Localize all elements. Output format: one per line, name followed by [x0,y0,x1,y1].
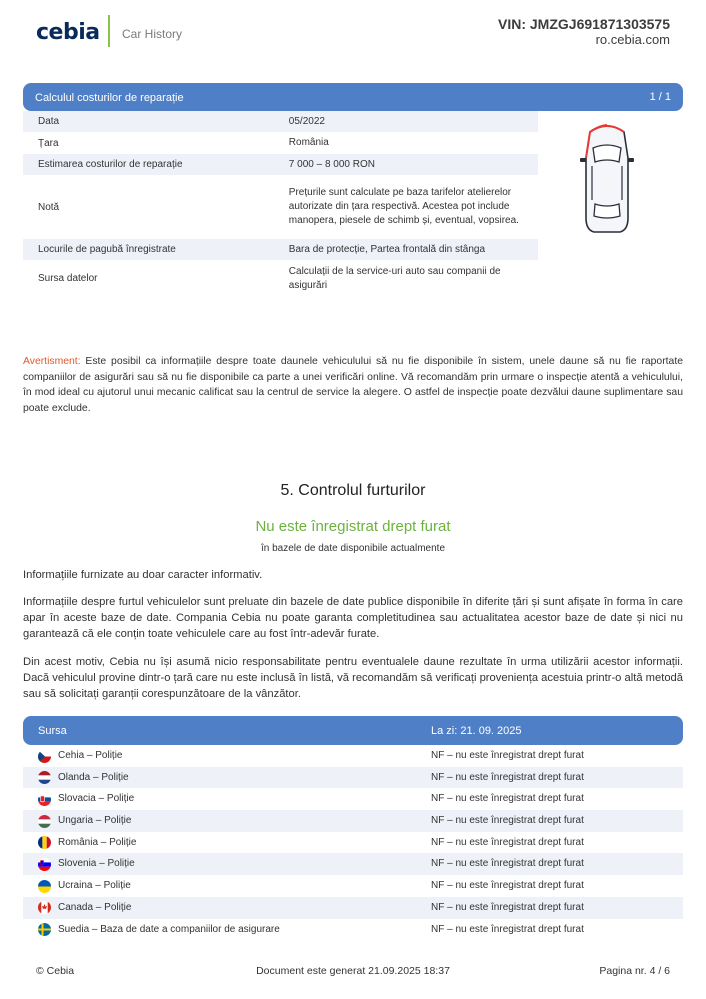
ua-flag-icon [38,880,51,893]
info-value: 05/2022 [288,115,325,127]
info-key: Data [38,116,60,127]
info-value: România [288,137,329,148]
ro-flag-icon [38,836,51,849]
source-name: Cehia – Poliție [58,750,123,761]
se-flag-icon [38,923,51,936]
info-key: Țara [38,137,59,149]
source-result: NF – nu este înregistrat drept furat [431,901,584,913]
table-row [23,919,683,941]
info-paragraph: Din acest motiv, Cebia nu își asumă nicio responsabilitate pentru eventualele daune rezultate în urma utilizării acestor informații. Dacă vehiculul provine dintr-o țară care nu este inclusă în listă, vă recomandăm să verificați proveniența acestuia printr-o altă metodă sau să solicitați garanții corespunzătoare de la vânzător. [23,656,683,700]
table-row [23,788,683,810]
table-row [23,767,683,789]
column-source: Sursa [38,725,67,737]
info-row [23,239,538,260]
footer-generated: Document este generat 21.09.2025 18:37 [256,965,450,977]
source-name: Ungaria – Poliție [58,815,132,827]
table-row [23,810,683,832]
nl-flag-icon [38,771,51,784]
repair-panel-title: Calculul costurilor de reparație [35,92,184,104]
info-row [23,154,538,175]
repair-info-table [23,111,538,297]
table-row [23,897,683,919]
sources-table [23,745,683,940]
info-key: Sursa datelor [38,273,98,284]
sources-table-header [23,716,683,745]
hu-flag-icon [38,815,51,828]
info-value: Prețurile sunt calculate pe baza tarifelor atelierelor autorizate din țara respectivă. Acestea pot include manopera, piesele de schimb și, eventual, vopsirea. [288,187,519,226]
info-key: Notă [38,201,60,213]
info-value: Bara de protecție, Partea frontală din stânga [288,243,486,255]
info-paragraph: Informațiile furnizate au doar caracter informativ. [23,569,263,581]
source-result: NF – nu este înregistrat drept furat [431,793,584,805]
repair-panel-page: 1 / 1 [649,91,671,103]
info-row [23,132,538,154]
cebia-logo: cebia [36,20,100,45]
info-key: Estimarea costurilor de reparație [38,159,183,170]
site-url: ro.cebia.com [595,32,670,47]
si-flag-icon [38,858,51,871]
table-row [23,745,683,767]
source-result: NF – nu este înregistrat drept furat [431,750,584,761]
info-key: Locurile de pagubă înregistrate [38,244,176,255]
footer-copyright: © Cebia [36,965,75,977]
source-name: Slovenia – Poliție [58,858,135,870]
source-result: NF – nu este înregistrat drept furat [431,815,584,827]
info-row [23,260,538,297]
table-row [23,875,683,897]
section-title: 5. Controlul furturilor [280,482,426,499]
cz-flag-icon [38,750,51,763]
sk-flag-icon [38,793,51,806]
info-paragraph: Informațiile despre furtul vehiculelor sunt preluate din bazele de date publice disponibile în diferite țări și sunt afișate în forma în care apar în aceste baze de date. Compania Cebia nu poate garanta completitudinea sau actualitatea acestor baze de date și nici nu garantează că ele conțin toate vehiculele care au fost într-adevăr furate. [23,596,683,640]
info-value: Calculații de la service-uri auto sau companii de asigurări [288,265,501,291]
vin-number: VIN: JMZGJ691871303575 [498,16,670,32]
theft-status-subtitle: în bazele de date disponibile actualmente [260,543,446,554]
table-row [23,832,683,854]
logo-subtitle: Car History [122,27,183,41]
source-name: Olanda – Poliție [58,771,129,783]
info-row [23,111,538,132]
page-header [0,0,706,70]
theft-status: Nu este înregistrat drept furat [255,518,451,535]
footer-page-number: Pagina nr. 4 / 6 [599,965,670,977]
source-result: NF – nu este înregistrat drept furat [431,880,584,892]
column-date: La zi: 21. 09. 2025 [431,725,522,737]
car-damage-diagram-icon [576,118,638,236]
source-name: Ucraina – Poliție [58,880,131,892]
repair-panel-header [23,83,683,111]
source-result: NF – nu este înregistrat drept furat [431,923,584,935]
info-value: 7 000 – 8 000 RON [288,158,375,170]
source-result: NF – nu este înregistrat drept furat [431,858,584,870]
warning-note [23,354,683,416]
source-result: NF – nu este înregistrat drept furat [431,771,584,783]
source-name: România – Poliție [58,836,137,848]
table-row [23,853,683,875]
source-name: Slovacia – Poliție [58,793,135,805]
info-row [23,175,538,239]
warning-label: Avertisment: [23,356,81,367]
source-name: Canada – Poliție [58,901,132,913]
ca-flag-icon [38,901,51,914]
source-result: NF – nu este înregistrat drept furat [431,836,584,848]
logo-divider [108,15,110,47]
source-name: Suedia – Baza de date a companiilor de asigurare [58,923,280,935]
warning-text: Este posibil ca informațiile despre toate daunele vehiculului să nu fie disponibile în sistem, unele daune să nu fie raportate companiilor de asigurări sau să nu fie disponibile ca parte a unei verificări online. Vă recomandăm prin urmare o inspecție atentă a vehiculului, în mod ideal cu ajutorul unui mecanic calificat sau la centrul de service la alegere. O astfel de inspecție poate dezvălui daune suplimentare sau poate exclude. [23,356,683,414]
page-footer [0,962,706,982]
